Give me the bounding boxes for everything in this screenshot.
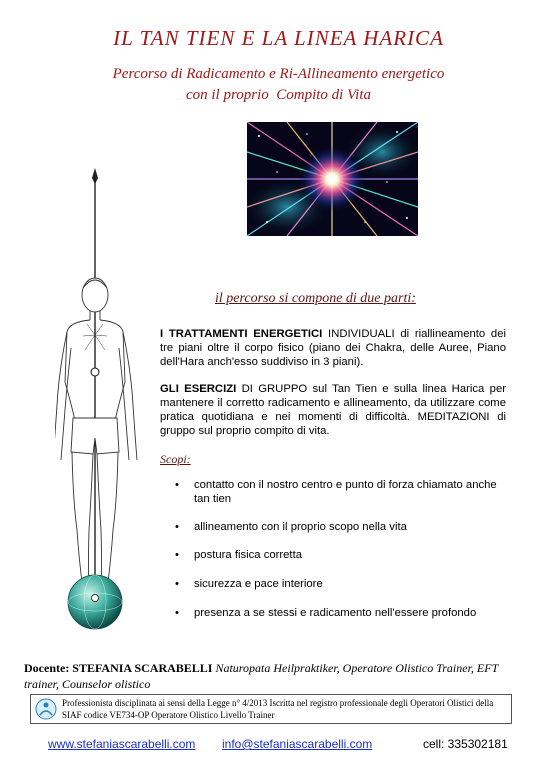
part-two-text: DI GRUPPO sul Tan Tien e sulla linea Harica per mantenere il corretto radicamento e allineamento, da utilizzare come pratica quotidiana e nei momenti di difficoltà. MEDITAZIONI di gruppo sul proprio compito di vita.	[160, 383, 506, 437]
phone-number: cell: 335302181	[423, 737, 508, 751]
email-link[interactable]: info@stefaniascarabelli.com	[222, 737, 373, 751]
goal-item: • allineamento con il proprio scopo nella vita	[175, 520, 515, 534]
part-two-lead: GLI ESERCIZI	[160, 383, 237, 395]
siaf-logo-icon	[35, 698, 57, 720]
goal-item: • postura fisica corretta	[175, 548, 515, 562]
website-link[interactable]: www.stefaniascarabelli.com	[48, 737, 196, 751]
cosmic-starburst-image	[247, 122, 418, 236]
human-figure-illustration	[55, 160, 175, 660]
section-heading: il percorso si compone di due parti:	[215, 291, 416, 306]
teacher-name: Docente: STEFANIA SCARABELLI	[24, 661, 213, 675]
part-one-text: INDIVIDUALI di riallineamento dei tre piani oltre il corpo fisico (piano dei Chakra, delle Auree, Piano dell'Hara anch'esso suddiviso in 3 piani).	[160, 328, 507, 368]
teacher-roles: Naturopata Heilpraktiker, Operatore Olistico Trainer, EFT trainer, Counselor olistico	[24, 661, 499, 691]
teacher-info	[24, 660, 534, 692]
registration-text: Professionista disciplinata ai sensi della Legge n° 4/2013 Iscritta nel registro professionale degli Operatori Olistici della SIAF codice VE734-OP Operatore Olistico Livello Trainer	[62, 698, 494, 720]
part-two-paragraph	[160, 382, 506, 438]
part-one-paragraph	[160, 327, 506, 369]
page-subtitle	[0, 64, 557, 106]
subtitle-line-2: con il proprio Compito di Vita	[185, 87, 371, 103]
page-title: IL TAN TIEN E LA LINEA HARICA	[113, 26, 444, 50]
goal-item: • presenza a se stessi e radicamento nell'essere profondo	[175, 606, 515, 620]
registration-box	[30, 694, 512, 724]
goal-item: • sicurezza e pace interiore	[175, 577, 515, 591]
goals-list	[175, 478, 515, 620]
goal-item: • contatto con il nostro centro e punto di forza chiamato anche tan tien	[175, 478, 515, 506]
subtitle-line-1: Percorso di Radicamento e Ri-Allineamento energetico	[112, 66, 445, 82]
scopi-heading: Scopi:	[160, 452, 191, 466]
part-one-lead: I TRATTAMENTI ENERGETICI	[160, 328, 323, 340]
